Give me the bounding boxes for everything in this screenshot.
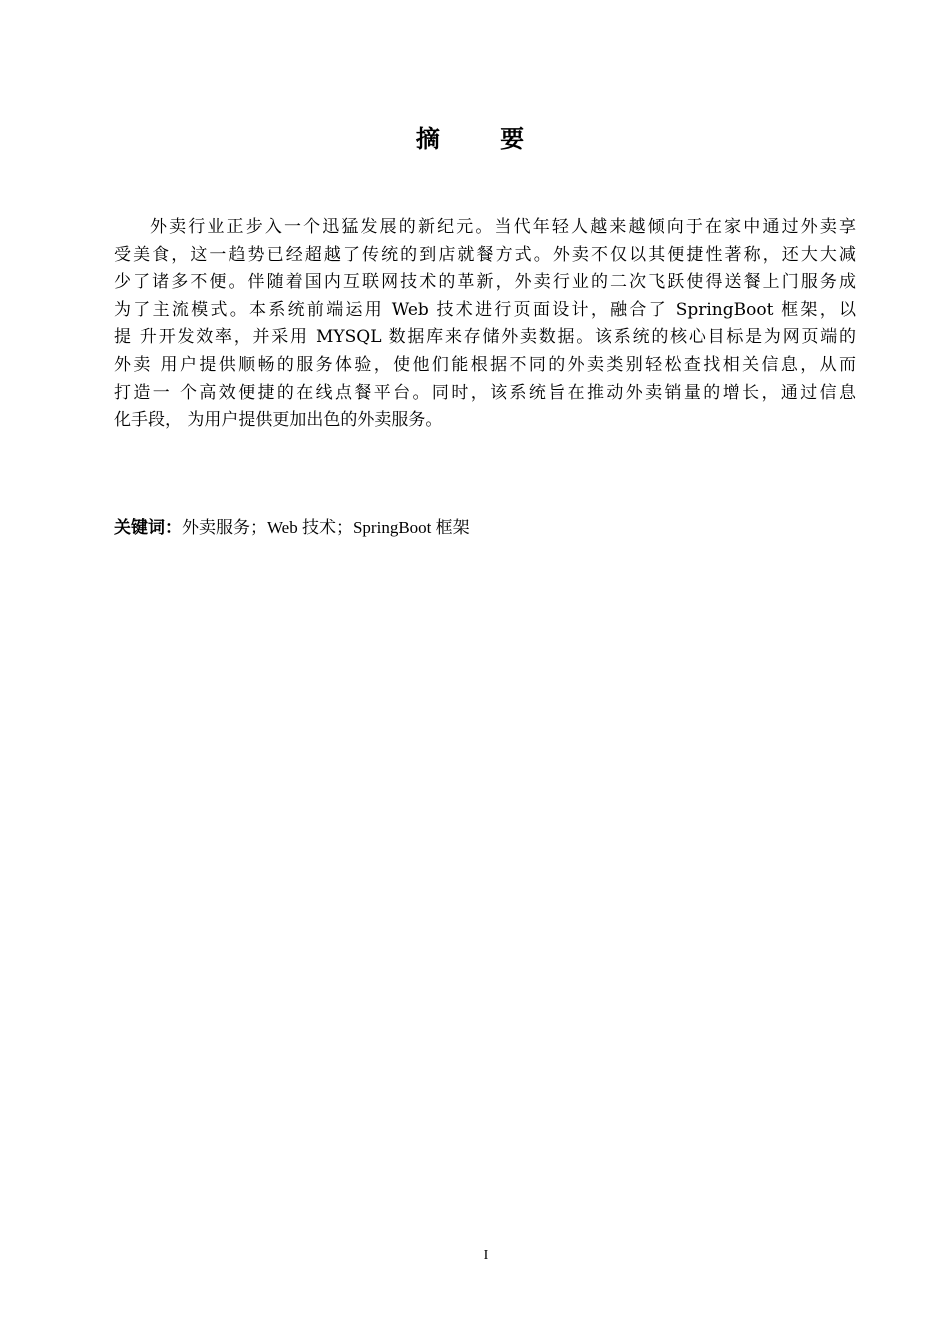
abstract-body — [114, 214, 856, 435]
abstract-title: 摘 要 — [415, 125, 551, 153]
abstract-line-1: 外卖行业正步入一个迅猛发展的新纪元。当代年轻人越来越倾向于在家中通过外卖享 — [150, 217, 856, 237]
keywords-label: 关键词： — [114, 518, 182, 538]
abstract-line-5: 提 升开发效率，并采用 MYSQL 数据库来存储外卖数据。该系统的核心目标是为网页端的 — [114, 327, 856, 348]
abstract-line-6: 外卖 用户提供顺畅的服务体验，使他们能根据不同的外卖类别轻松查找相关信息，从而 — [114, 354, 856, 375]
abstract-line-3: 少了诸多不便。伴随着国内互联网技术的革新，外卖行业的二次飞跃使得送餐上门服务成 — [114, 272, 856, 293]
keywords-value: 外卖服务；Web 技术；SpringBoot 框架 — [182, 518, 470, 537]
abstract-line-2: 受美食，这一趋势已经超越了传统的到店就餐方式。外卖不仅以其便捷性著称，还大大减 — [114, 244, 856, 265]
keywords-line — [114, 514, 470, 542]
abstract-line-7: 打造一 个高效便捷的在线点餐平台。同时，该系统旨在推动外卖销量的增长，通过信息 — [114, 382, 856, 403]
abstract-line-8: 化手段， 为用户提供更加出色的外卖服务。 — [114, 410, 443, 431]
page-number: I — [483, 1248, 489, 1263]
abstract-line-4: 为了主流模式。本系统前端运用 Web 技术进行页面设计，融合了 SpringBoot 框架，以 — [114, 299, 856, 320]
